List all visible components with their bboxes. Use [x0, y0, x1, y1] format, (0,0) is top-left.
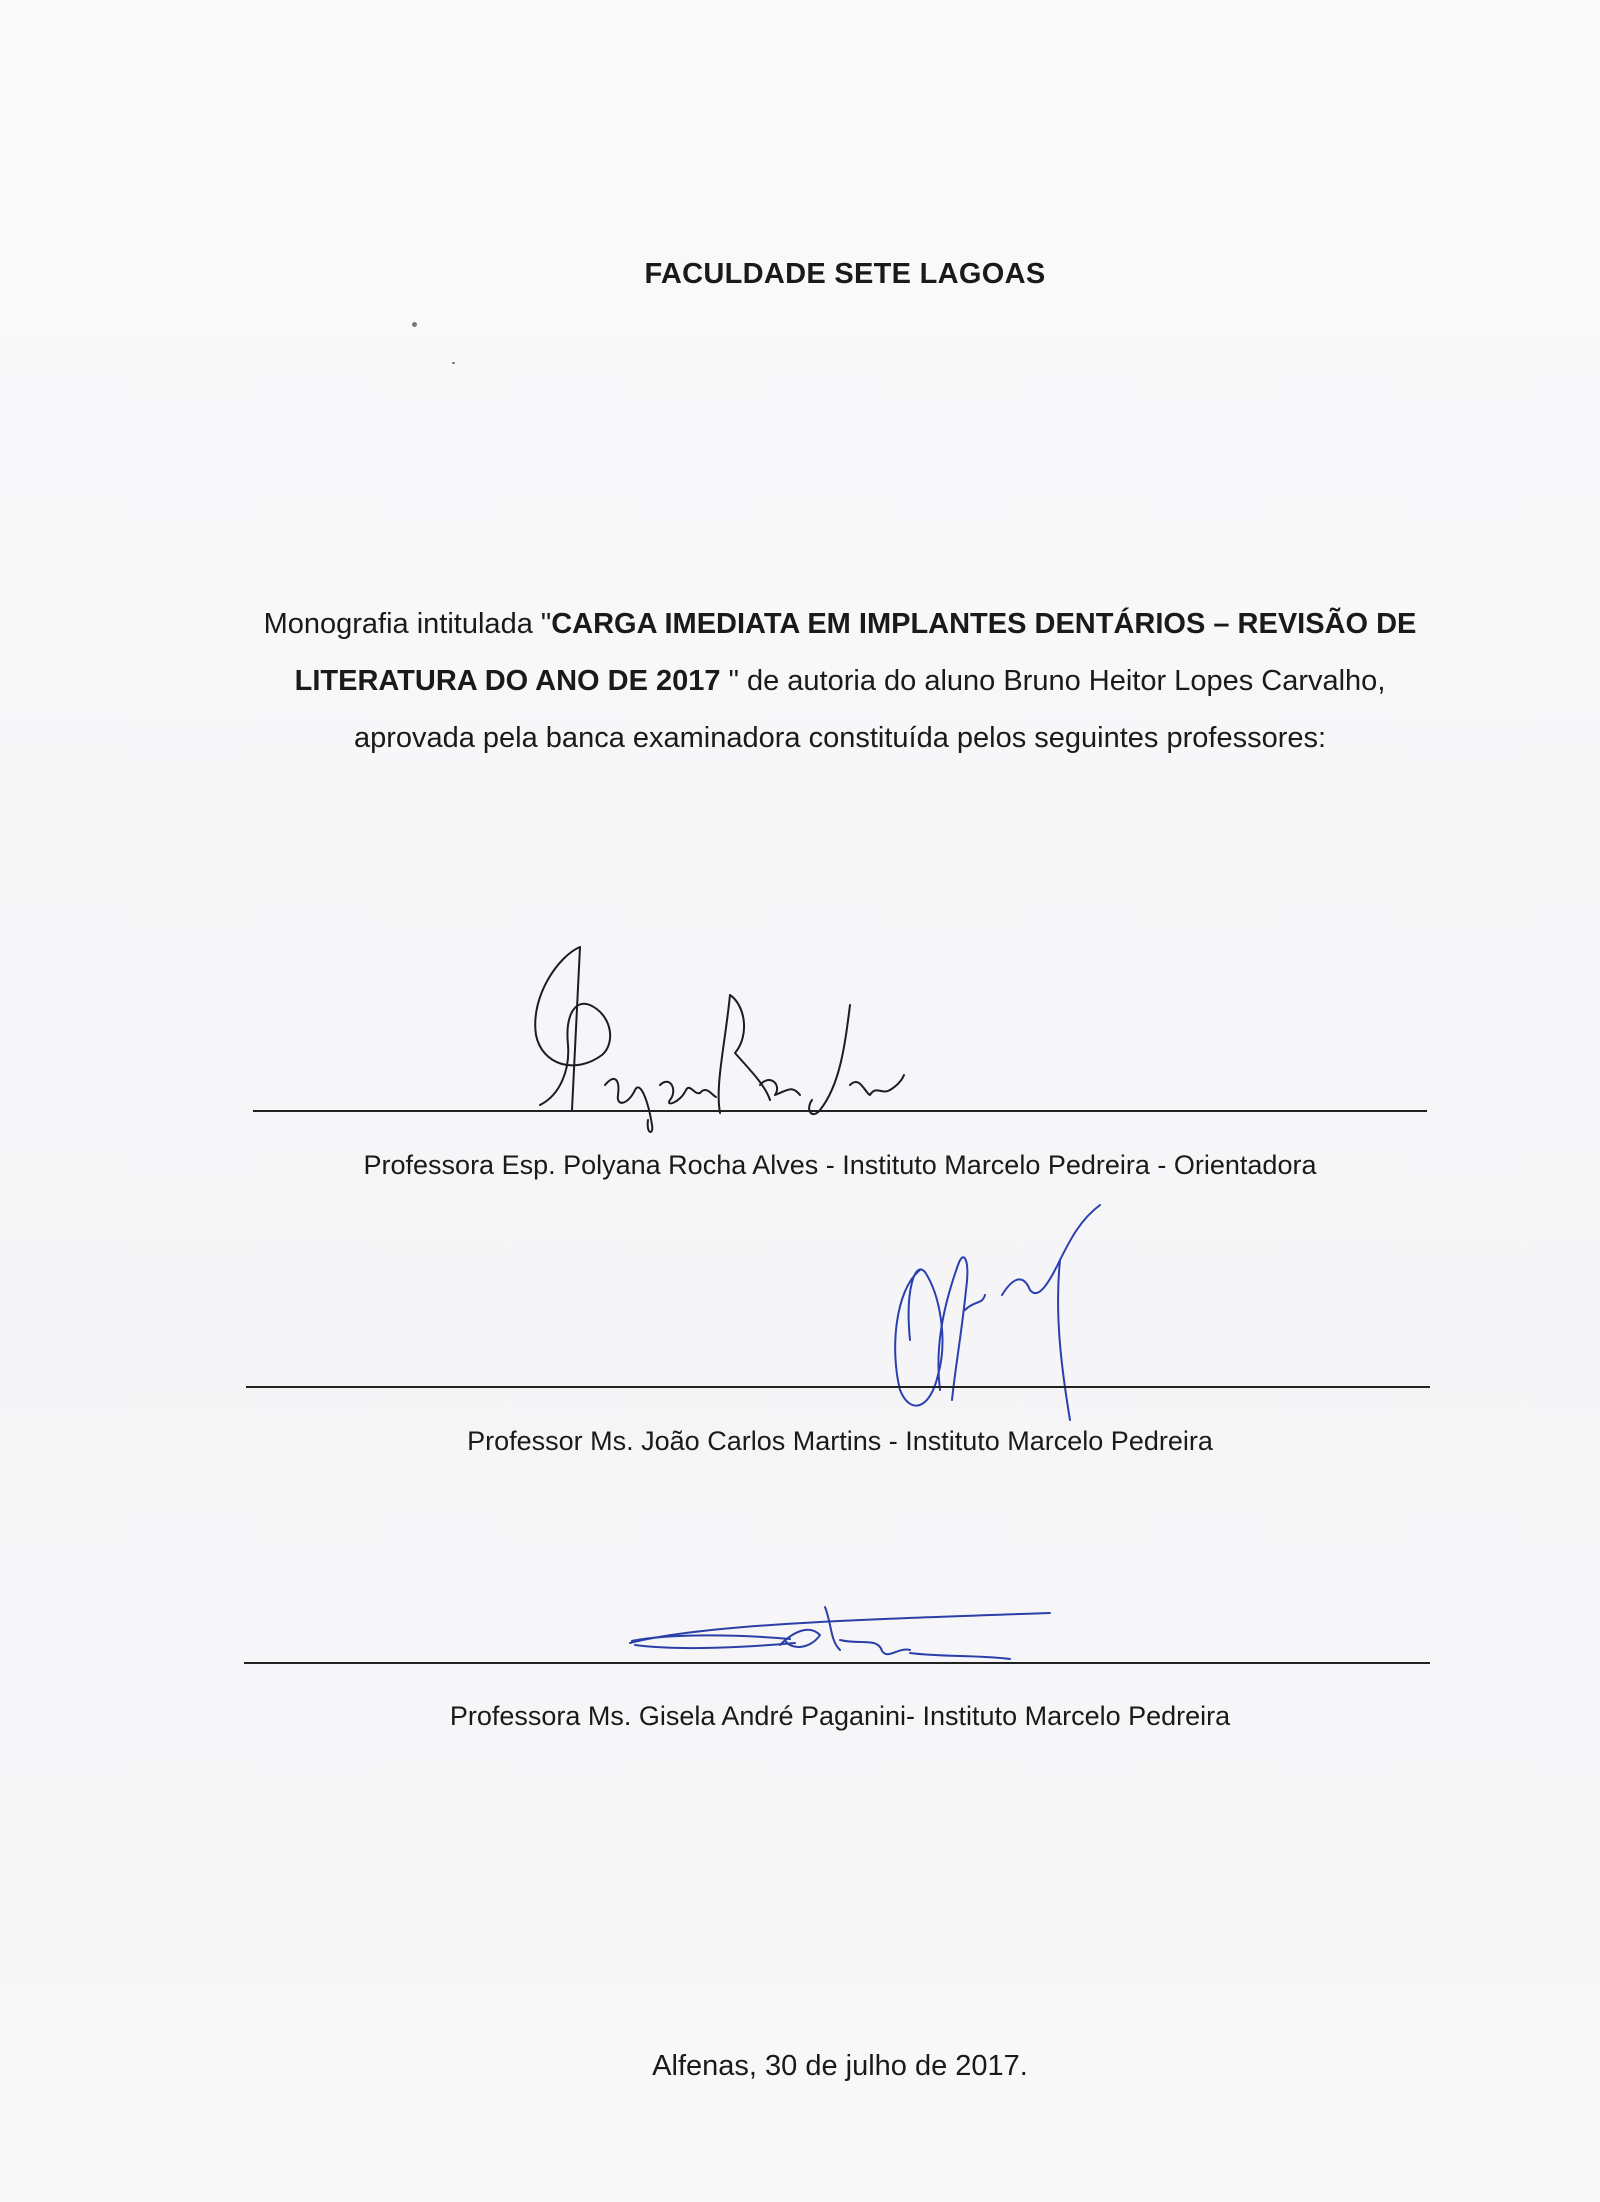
signature-polyana — [520, 935, 920, 1150]
scan-speck — [452, 362, 455, 364]
scan-speck — [412, 322, 417, 327]
approval-rest: " de autoria do aluno Bruno Heitor Lopes Carvalho, aprovada pela banca examinadora constituída pelos seguintes professores: — [353, 665, 1386, 754]
place-and-date: Alfenas, 30 de julho de 2017. — [652, 2050, 1028, 2082]
signature-caption-1: Professora Esp. Polyana Rocha Alves - Instituto Marcelo Pedreira - Orientadora — [363, 1150, 1317, 1180]
signature-caption-3: Professora Ms. Gisela André Paganini- Instituto Marcelo Pedreira — [449, 1701, 1231, 1731]
approval-statement — [250, 596, 1430, 767]
institution-name: FACULDADE SETE LAGOAS — [644, 258, 1046, 290]
signature-line-3 — [244, 1662, 1430, 1664]
signature-line-1 — [253, 1110, 1427, 1112]
approval-intro: Monografia intitulada " — [263, 608, 552, 640]
signature-joao — [870, 1200, 1120, 1425]
signature-line-2 — [246, 1386, 1430, 1388]
thesis-title: CARGA IMEDIATA EM IMPLANTES DENTÁRIOS – REVISÃO DE LITERATURA DO ANO DE 2017 — [294, 608, 1417, 697]
signature-caption-2: Professor Ms. João Carlos Martins - Instituto Marcelo Pedreira — [467, 1426, 1213, 1456]
